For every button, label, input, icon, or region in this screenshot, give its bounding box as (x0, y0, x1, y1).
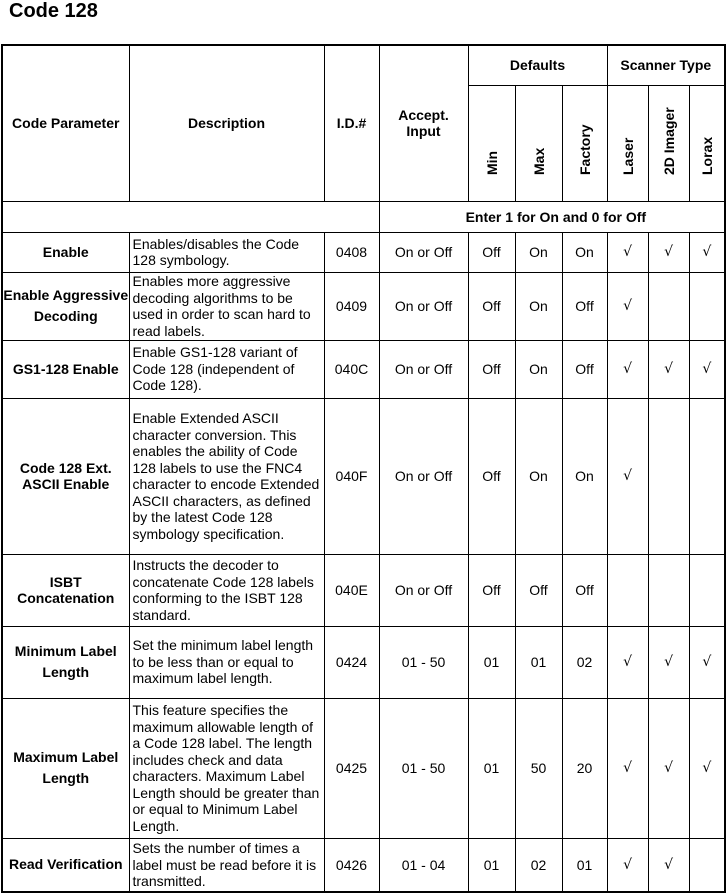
row-param: Enable (2, 232, 129, 272)
table-row (2, 340, 725, 398)
row-imager-check (648, 398, 689, 554)
row-factory: On (562, 398, 607, 554)
header-description: Description (129, 45, 324, 201)
row-min: 01 (468, 838, 515, 892)
table-row (2, 272, 725, 340)
row-min: Off (468, 340, 515, 398)
row-lorax-check (689, 272, 725, 340)
header-scanner-type: Scanner Type (607, 45, 725, 85)
row-laser-check (607, 554, 648, 626)
header-id: I.D.# (324, 45, 379, 201)
row-imager-check: √ (648, 340, 689, 398)
header-max (515, 85, 562, 201)
row-id: 040F (324, 398, 379, 554)
table-row (2, 232, 725, 272)
header-2d-imager-label: 2D Imager (660, 106, 677, 175)
row-param: ISBT Concatenation (2, 554, 129, 626)
row-description: Instructs the decoder to concatenate Code 128 labels conforming to the ISBT 128 standard. (129, 554, 324, 626)
row-lorax-check (689, 554, 725, 626)
row-lorax-check: √ (689, 626, 725, 698)
page-title: Code 128 (9, 0, 98, 22)
row-laser-check: √ (607, 340, 648, 398)
row-input: On or Off (379, 554, 468, 626)
row-max: On (515, 340, 562, 398)
row-factory: Off (562, 554, 607, 626)
header-lorax-label: Lorax (698, 136, 715, 175)
row-lorax-check: √ (689, 698, 725, 838)
row-input: On or Off (379, 232, 468, 272)
row-imager-check (648, 272, 689, 340)
row-imager-check: √ (648, 698, 689, 838)
header-code-parameter: Code Parameter (2, 45, 129, 201)
row-max: 50 (515, 698, 562, 838)
row-laser-check: √ (607, 626, 648, 698)
row-id: 0425 (324, 698, 379, 838)
header-defaults: Defaults (468, 45, 607, 85)
row-laser-check: √ (607, 272, 648, 340)
row-description: Enables more aggressive decoding algorithms to be used in order to scan hard to read labels. (129, 272, 324, 340)
row-laser-check: √ (607, 838, 648, 892)
row-laser-check: √ (607, 398, 648, 554)
note-spacer (2, 201, 379, 232)
header-max-label: Max (530, 147, 547, 175)
row-param: GS1-128 Enable (2, 340, 129, 398)
row-factory: 20 (562, 698, 607, 838)
row-factory: 02 (562, 626, 607, 698)
row-id: 0426 (324, 838, 379, 892)
row-input: On or Off (379, 398, 468, 554)
row-max: On (515, 398, 562, 554)
row-input: 01 - 50 (379, 698, 468, 838)
header-lorax (689, 85, 725, 201)
row-min: Off (468, 232, 515, 272)
row-min: 01 (468, 698, 515, 838)
row-max: 02 (515, 838, 562, 892)
row-imager-check: √ (648, 626, 689, 698)
table-row (2, 554, 725, 626)
row-min: Off (468, 398, 515, 554)
row-factory: Off (562, 272, 607, 340)
row-lorax-check (689, 838, 725, 892)
row-max: 01 (515, 626, 562, 698)
row-input: On or Off (379, 272, 468, 340)
row-param: Code 128 Ext. ASCII Enable (2, 398, 129, 554)
row-param: Minimum Label Length (2, 626, 129, 698)
row-factory: Off (562, 340, 607, 398)
row-laser-check: √ (607, 232, 648, 272)
row-description: Enables/disables the Code 128 symbology. (129, 232, 324, 272)
row-factory: 01 (562, 838, 607, 892)
row-id: 040C (324, 340, 379, 398)
row-imager-check: √ (648, 838, 689, 892)
row-input: 01 - 04 (379, 838, 468, 892)
row-min: Off (468, 272, 515, 340)
row-description: Enable GS1-128 variant of Code 128 (independent of Code 128). (129, 340, 324, 398)
header-laser-label: Laser (619, 137, 636, 175)
row-description: Enable Extended ASCII character conversion. This enables the ability of Code 128 labels to use the FNC4 character to encode Extended ASCII characters, as defined by the latest Code 128 symbology specification. (129, 398, 324, 554)
row-laser-check: √ (607, 698, 648, 838)
table-row (2, 698, 725, 838)
on-off-note: Enter 1 for On and 0 for Off (379, 201, 725, 232)
row-id: 040E (324, 554, 379, 626)
row-param: Read Verification (2, 838, 129, 892)
row-param: Maximum Label Length (2, 698, 129, 838)
row-lorax-check: √ (689, 340, 725, 398)
row-id: 0409 (324, 272, 379, 340)
header-accept-input: Accept. Input (379, 45, 468, 201)
table-row (2, 398, 725, 554)
row-max: Off (515, 554, 562, 626)
table-row (2, 626, 725, 698)
header-min-label: Min (483, 150, 500, 175)
header-factory (562, 85, 607, 201)
header-min (468, 85, 515, 201)
row-imager-check (648, 554, 689, 626)
row-min: Off (468, 554, 515, 626)
row-max: On (515, 232, 562, 272)
table-row (2, 838, 725, 892)
header-factory-label: Factory (576, 123, 593, 175)
header-2d-imager (648, 85, 689, 201)
row-min: 01 (468, 626, 515, 698)
row-max: On (515, 272, 562, 340)
row-description: Set the minimum label length to be less than or equal to maximum label length. (129, 626, 324, 698)
row-id: 0408 (324, 232, 379, 272)
row-factory: On (562, 232, 607, 272)
header-laser (607, 85, 648, 201)
row-input: 01 - 50 (379, 626, 468, 698)
row-id: 0424 (324, 626, 379, 698)
row-input: On or Off (379, 340, 468, 398)
row-lorax-check: √ (689, 232, 725, 272)
row-param: Enable Aggressive Decoding (2, 272, 129, 340)
row-lorax-check (689, 398, 725, 554)
row-imager-check: √ (648, 232, 689, 272)
row-description: This feature specifies the maximum allowable length of a Code 128 label. The length includes check and data characters. Maximum Label Length should be greater than or equal to Minimum Label Length. (129, 698, 324, 838)
code128-parameter-table (1, 44, 726, 893)
row-description: Sets the number of times a label must be read before it is transmitted. (129, 838, 324, 892)
